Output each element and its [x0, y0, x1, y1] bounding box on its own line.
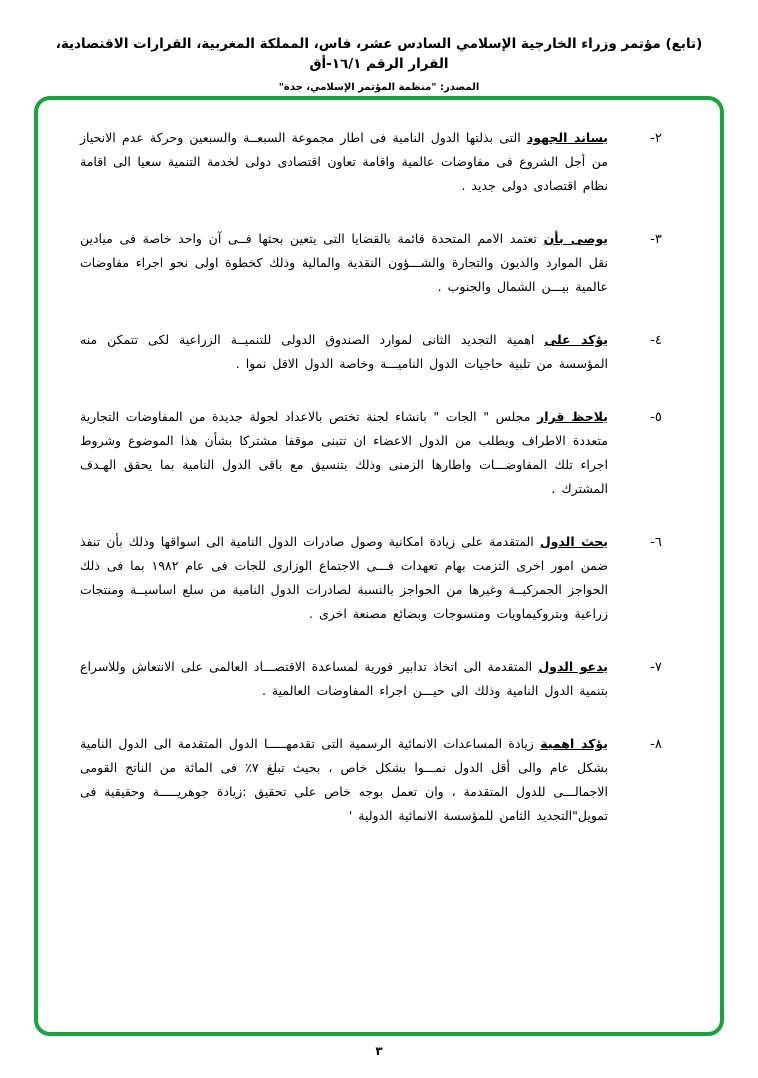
clause-body	[74, 732, 628, 828]
list-item	[74, 328, 684, 376]
clause-number: ٤-	[650, 333, 662, 348]
content-frame	[34, 96, 724, 1036]
page-title: (تابع) مؤتمر وزراء الخارجية الإسلامي السادس عشر، فاس، المملكة المغربية، القرارات الاقتصادية، القرار الرقم ١٦/١-أق	[55, 36, 703, 73]
clause-list	[38, 100, 720, 838]
clause-text: اهمية التجديد الثانى لموارد الصندوق الدولى للتنميــة الزراعية لكى تتمكن منه المؤسسة من تلبية حاجيات الدول الناميـــة وخاصة الدول الاقل نموا .	[80, 332, 608, 371]
clause-text: تعتمد الامم المتحدة قائمة بالقضايا التى يتعين بحثها فــى آن واحد خاصة فى ميادين نقل الموارد والديون والتجارة والشـــؤون النقدية والمالية وذلك كخطوة اولى نحو اجراء مفاوضات عالمية بيـــن الشمال والجنوب .	[80, 231, 608, 294]
list-item	[74, 655, 684, 703]
clause-number: ٧-	[650, 660, 662, 675]
list-item	[74, 732, 684, 828]
clause-body	[74, 405, 628, 501]
list-item	[74, 530, 684, 626]
clause-text: المتقدمة الى اتخاذ تدابير فورية لمساعدة الاقتصـــاد العالمى على الانتعاش وللاسراع بتنمية الدول النامية وذلك الى حيـــن اجراء المفاوضات العالمية .	[80, 659, 608, 698]
clause-lead: يساند الجهود	[526, 130, 608, 145]
clause-body	[74, 530, 628, 626]
clause-lead: يلاحظ قرار	[537, 409, 608, 424]
clause-number: ٣-	[650, 232, 662, 247]
clause-number: ٦-	[650, 535, 662, 550]
clause-text: مجلس " الجات " بانشاء لجنة تختص بالاعداد لجولة جديدة من المفاوضات التجارية متعددة الاطراف ويطلب من الدول الاعضاء ان تتبنى موقفا مشتركا بشأن هذا الموضوع وشروط اجراء تلك المفاوضـــات واطارها الزمنى وذلك بتنسيق مع باقى الدول النامية بما يحقق الهـدف المشترك .	[80, 409, 608, 496]
list-item	[74, 126, 684, 198]
clause-body	[74, 126, 628, 198]
clause-lead: يؤكد على	[544, 332, 608, 347]
list-item	[74, 405, 684, 501]
clause-lead: يحث الدول	[539, 534, 609, 549]
clause-text: المتقدمة على زيادة امكانية وصول صادرات الدول النامية الى اسواقها وذلك بأن تنفذ ضمن امور اخرى التزمت بهام تعهدات فـــى الاجتماع الوزارى للجات فى عام ١٩٨٢ بما فى ذلك الحواجز الجمركيــة وغيرها من الحواجز بالنسبة لصادرات الدول النامية من سلع اساسيــة ومنتجات زراعية وبتروكيماويات ومنسوجات وبضائع مصنعة اخرى .	[80, 534, 608, 621]
clause-lead: يدعو الدول	[538, 659, 609, 674]
document-header	[0, 0, 758, 93]
list-item	[74, 227, 684, 299]
clause-body	[74, 655, 628, 703]
clause-body	[74, 328, 628, 376]
clause-lead: يوصى بأن	[543, 231, 608, 246]
document-source: المصدر: "منظمة المؤتمر الإسلامي، جدة"	[278, 81, 480, 93]
page-number: ٣	[375, 1044, 383, 1058]
clause-number: ٨-	[650, 737, 662, 752]
clause-body	[74, 227, 628, 299]
clause-number: ٥-	[650, 410, 662, 425]
clause-number: ٢-	[650, 131, 662, 146]
clause-lead: يؤكد اهمية	[540, 736, 608, 751]
clause-text: التى بذلتها الدول النامية فى اطار مجموعة السبعــة والسبعين وحركة عدم الانحياز من أجل الشروع فى مفاوضات عالمية واقامة تعاون اقتصادى دولى لخدمة التنمية سعيا الى اقامة نظام اقتصادى دولى جديد .	[80, 130, 608, 193]
clause-text: زيادة المساعدات الانمائية الرسمية التى تقدمهـــــا الدول المتقدمة الى الدول النامية بشكل عام والى أقل الدول نمـــوا بشكل خاص ، بحيث تبلغ ٧٪ فى المائة من الناتج القومى الاجمالـــى للدول المتقدمة ، وان تعمل بوجه خاص على تحقيق :زيادة جوهريـــــة وحقيقية فى تمويل"التجديد الثامن للمؤسسة الانمائية الدولية '	[80, 736, 608, 823]
